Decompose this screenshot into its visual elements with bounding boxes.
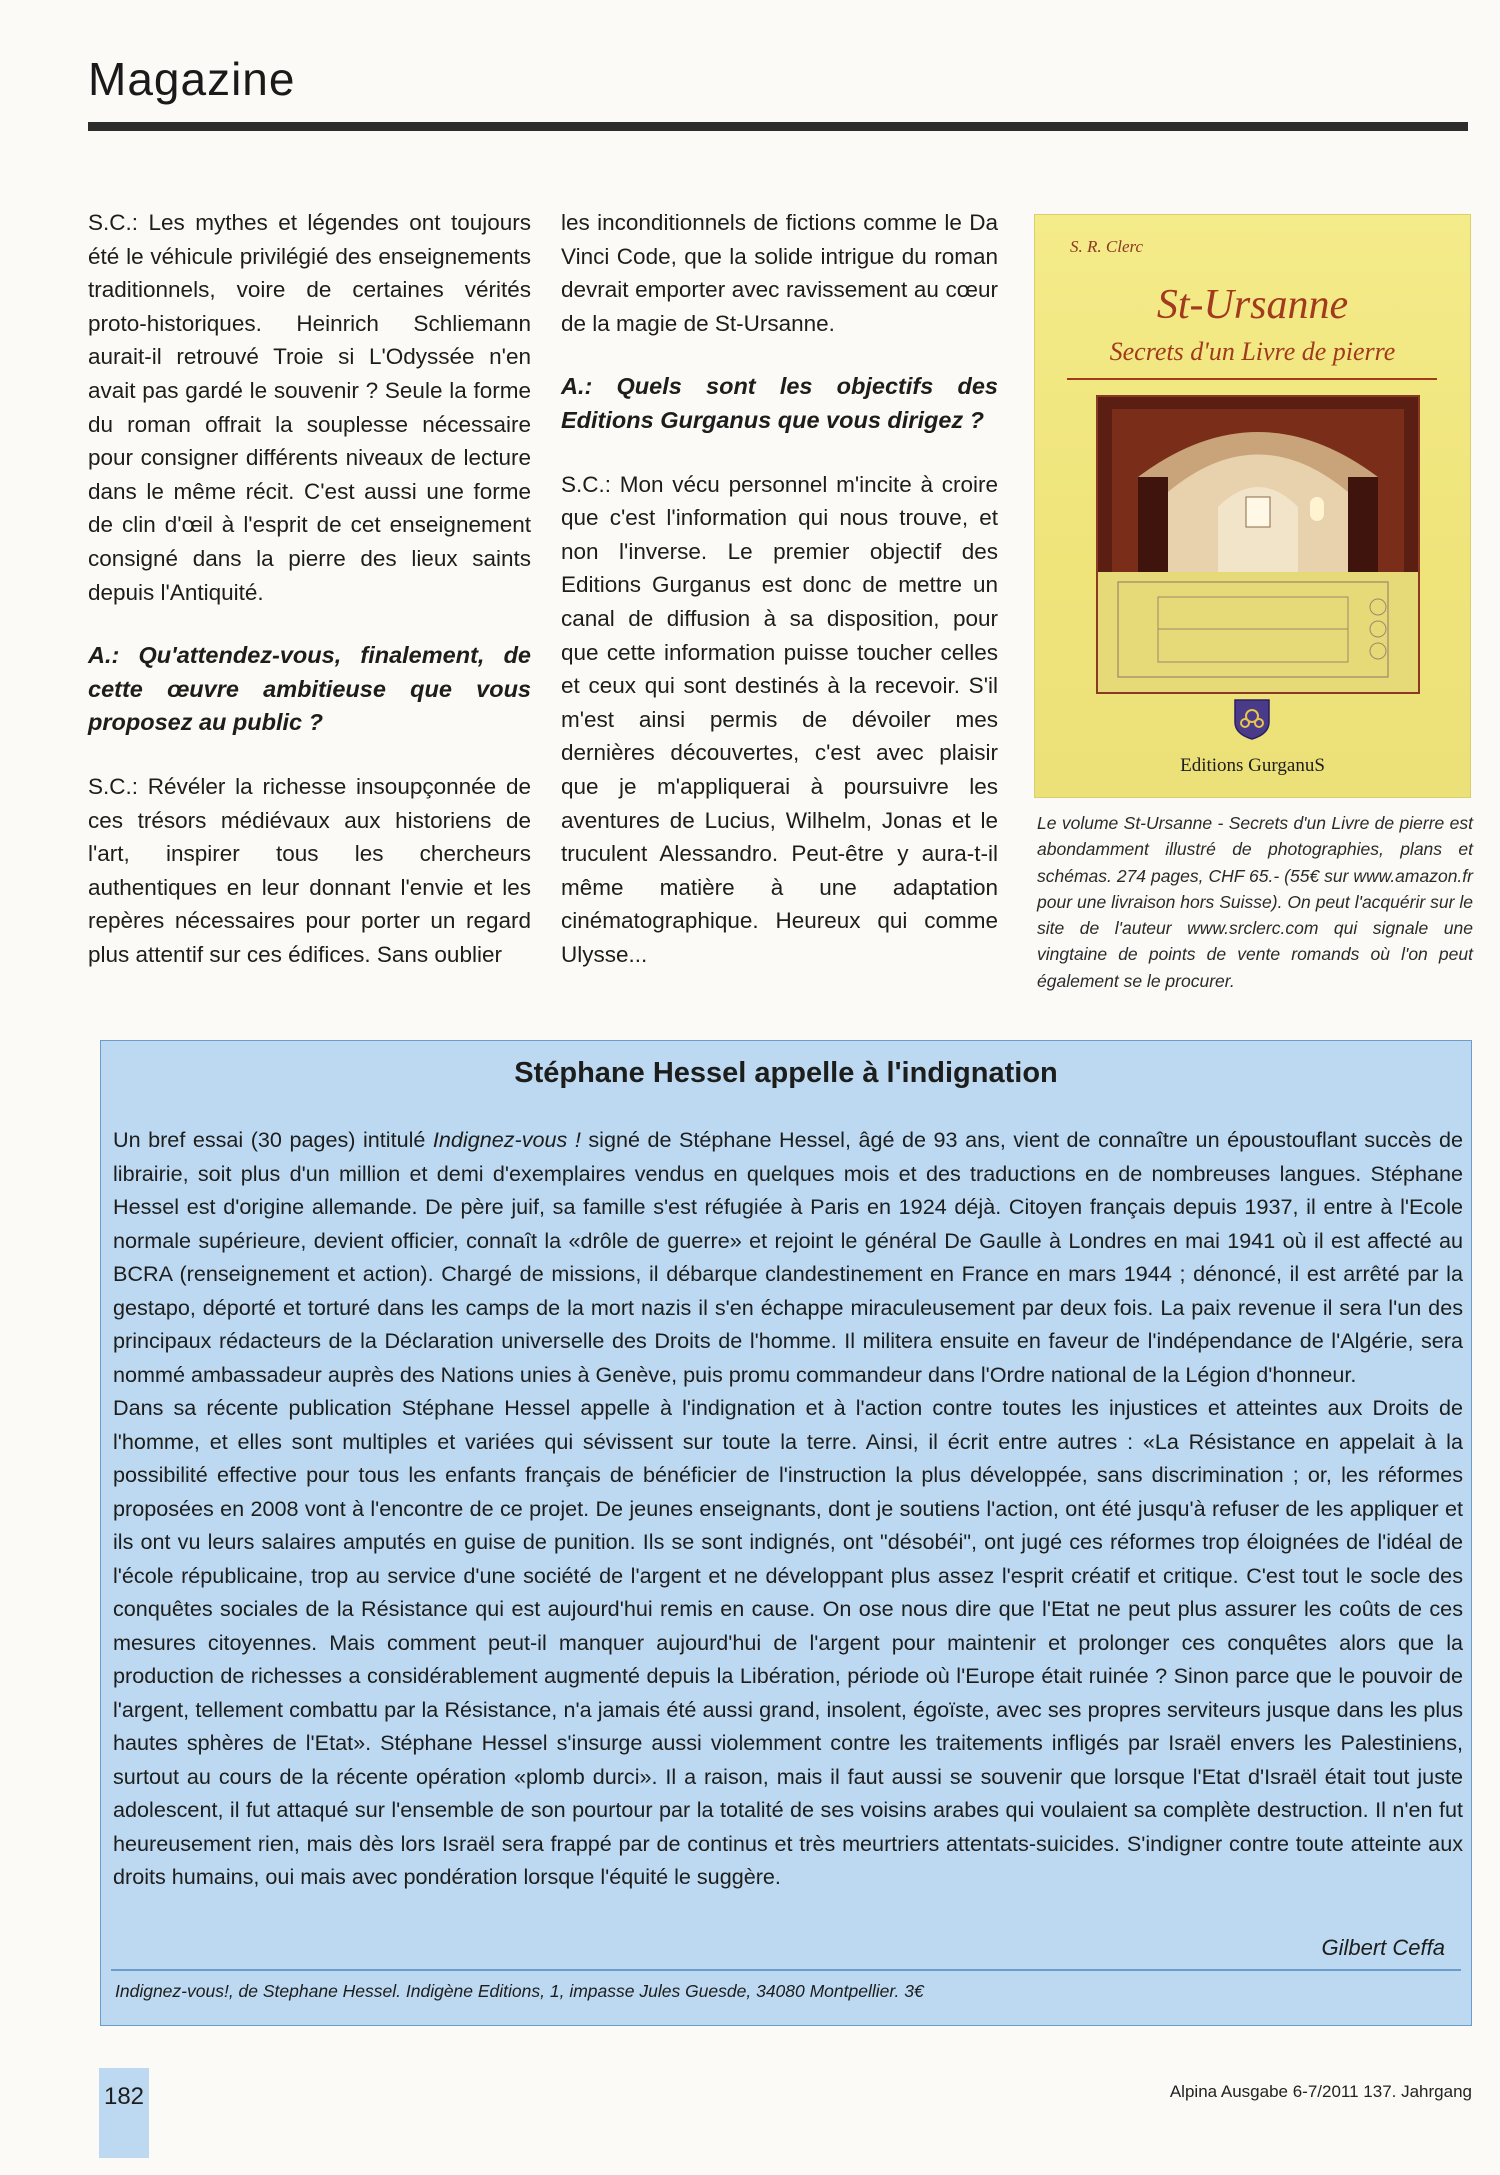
interview-question: A.: Qu'attendez-vous, finalement, de cette œuvre ambitieuse que vous proposez au public ?	[88, 642, 531, 736]
book-author: S. R. Clerc	[1070, 237, 1144, 256]
publisher-logo-icon	[1231, 698, 1273, 740]
box-body	[113, 1123, 1463, 1894]
book-subtitle: Secrets d'un Livre de pierre	[1109, 337, 1396, 366]
book-publisher: Editions GurganuS	[1180, 755, 1325, 776]
image-caption: Le volume St-Ursanne - Secrets d'un Livre de pierre est abondamment illustré de photographies, plans et schémas. 274 pages, CHF 65.- (55€ sur www.amazon.fr pour une livraison hors Suisse). On peut l'acquérir sur le site de l'auteur www.srclerc.com qui signale une vingtaine de points de vente romands où l'on peut également se le procurer.	[1037, 813, 1473, 991]
church-interior-drawing	[1098, 397, 1418, 692]
author-signature: Gilbert Ceffa	[1321, 1935, 1445, 1960]
page-number: 182	[99, 2068, 149, 2158]
box-paragraph: Dans sa récente publication Stéphane Hessel appelle à l'indignation et à l'action contre toutes les injustices et atteintes aux Droits de l'homme, et elles sont multiples et variées qui sévissent sur toute la terre. Ainsi, il écrit entre autres : «La Résistance en appelait à la possibilité effective pour tous les enfants français de bénéficier de l'instruction la plus développée, sans discrimination ; or, les réformes proposées en 2008 vont à l'encontre de ce projet. De jeunes enseignants, dont je soutiens l'action, ont été jusqu'à refuser de les appliquer et ils ont vu leurs salaires amputés en guise de punition. Ils se sont indignés, ont "désobéi", ont jugé ces réformes trop éloignées de l'idéal de l'école républicaine, trop au service d'une société de l'argent et ne développant plus assez l'esprit créatif et critique. C'est tout le socle des conquêtes sociales de la Résistance qui est aujourd'hui remis en cause. On ose nous dire que l'Etat ne peut plus assurer les coûts de ces mesures citoyennes. Mais comment peut-il manquer aujourd'hui de l'argent pour maintenir et prolonger ces conquêtes alors que la production de richesses a considérablement augmenté depuis la Libération, période où l'Europe était ruinée ? Sinon parce que le pouvoir de l'argent, tellement combattu par la Résistance, n'a jamais été aussi grand, insolent, égoïste, avec ses propres serviteurs jusque dans les plus hautes sphères de l'Etat». Stéphane Hessel s'insurge aussi violemment contre les traitements infligés par Israël envers les Palestiniens, surtout au cours de la récente opération «plomb durci». Il a raison, mais il faut aussi se souvenir que lorsque l'Etat d'Israël était tout juste adolescent, il fut attaqué sur l'ensemble de son pourtour par la totalité de ses voisins arabes qui voulaient sa complète destruction. Il n'en fut heureusement rien, mais dès lors Israël sera frappé par de continus et très meurtriers attentats-suicides. S'indigner contre toute atteinte aux droits humains, oui mais avec pondération lorsque l'équité le suggère.	[113, 1395, 1463, 1889]
header-rule	[88, 122, 1468, 131]
church-interior-illustration	[1096, 395, 1420, 694]
article-paragraph: S.C.: Révéler la richesse insoupçonnée de ces trésors médiévaux aux historiens de l'art, inspirer tous les chercheurs authentiques en leur donnant l'envie et les repères nécessaires pour porter un regard plus attentif sur ces édifices. Sans oublier	[88, 773, 531, 967]
book-cover-image	[1035, 215, 1470, 797]
article-paragraph: S.C.: Mon vécu personnel m'incite à croire que c'est l'information qui nous trouve, et non l'inverse. Le premier objectif des Editions Gurganus est donc de mettre un canal de diffusion à sa disposition, pour que cette information puisse toucher celles et ceux qui sont destinés à la recevoir. S'il m'est ainsi permis de dévoiler mes dernières découvertes, c'est avec plaisir que je m'appliquerai à poursuivre les aventures de Lucius, Wilhelm, Jonas et le truculent Alessandro. Peut-être y aura-t-il même matière à une adaptation cinématographique. Heureux qui comme Ulysse...	[561, 471, 998, 967]
essay-title: Indignez-vous !	[432, 1127, 581, 1152]
box-title: Stéphane Hessel appelle à l'indignation	[514, 1057, 1058, 1089]
interview-question: A.: Quels sont les objectifs des Editions Gurganus que vous dirigez ?	[561, 373, 998, 433]
article-column-2	[561, 206, 998, 1001]
cover-divider	[1067, 378, 1437, 380]
box-divider	[111, 1969, 1461, 1971]
box-text: Un bref essai (30 pages) intitulé	[113, 1127, 433, 1152]
book-title: St-Ursanne	[1156, 282, 1349, 328]
box-paragraph	[113, 1123, 1463, 1391]
section-title: Magazine	[88, 53, 296, 105]
article-paragraph: les inconditionnels de fictions comme le Da Vinci Code, que la solide intrigue du roman devrait emporter avec ravissement au cœur de la magie de St-Ursanne.	[561, 210, 998, 336]
publication-info: Alpina Ausgabe 6-7/2011 137. Jahrgang	[1169, 2082, 1472, 2101]
sidebar-box	[100, 1040, 1472, 2026]
article-column-1	[88, 206, 531, 1001]
box-footnote: Indignez-vous!, de Stephane Hessel. Indigène Editions, 1, impasse Jules Guesde, 34080 Montpellier. 3€	[115, 1981, 924, 2001]
box-text: signé de Stéphane Hessel, âgé de 93 ans, vient de connaître un époustouflant succès de librairie, soit plus d'un million et demi d'exemplaires vendus en quelques mois et des traductions en de nombreuses langues. Stéphane Hessel est d'origine allemande. De père juif, sa famille s'est réfugiée à Paris en 1924 déjà. Citoyen français depuis 1937, il entre à l'Ecole normale supérieure, devient officier, connaît la «drôle de guerre» et rejoint le général De Gaulle à Londres en mai 1941 où il est affecté au BCRA (renseignement et action). Chargé de missions, il débarque clandestinement en France en mars 1944 ; dénoncé, il est arrêté par la gestapo, déporté et torturé dans les camps de la mort nazis il s'en échappe miraculeusement par deux fois. La paix revenue il sera l'un des principaux rédacteurs de la Déclaration universelle des Droits de l'homme. Il militera ensuite en faveur de l'indépendance de l'Algérie, sera nommé ambassadeur auprès des Nations unies à Genève, puis promu commandeur dans l'Ordre national de la Légion d'honneur.	[113, 1127, 1463, 1387]
article-paragraph: S.C.: Les mythes et légendes ont toujours été le véhicule privilégié des enseignements traditionnels, voire de certaines vérités proto-historiques. Heinrich Schliemann aurait-il retrouvé Troie si L'Odyssée n'en avait pas gardé le souvenir ? Seule la forme du roman offrait la souplesse nécessaire pour consigner différents niveaux de lecture dans le même récit. C'est aussi une forme de clin d'œil à l'esprit de cet enseignement consigné dans la pierre des lieux saints depuis l'Antiquité.	[88, 210, 531, 605]
